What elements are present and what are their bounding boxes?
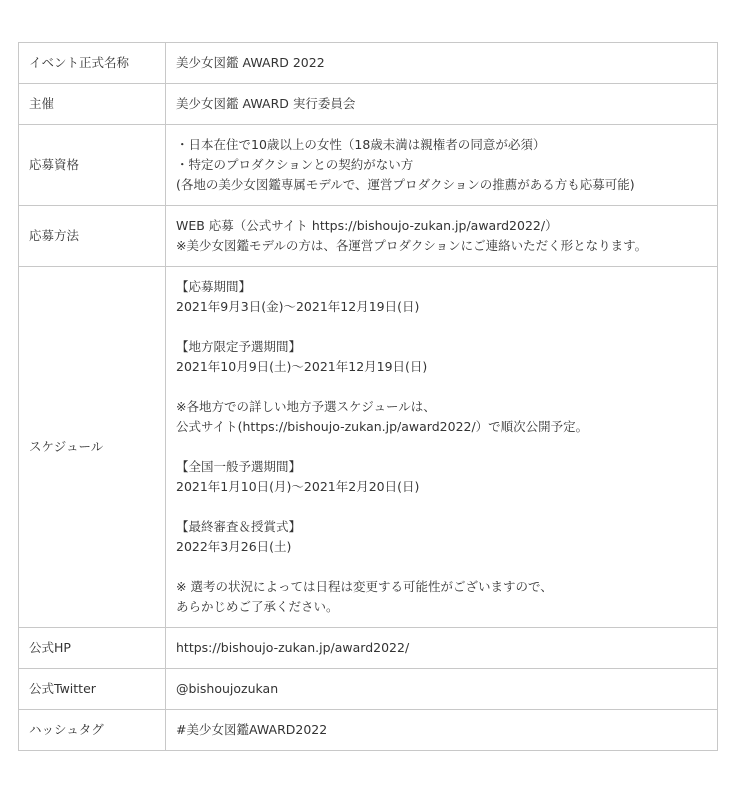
twitter-handle[interactable]: @bishoujozukan: [176, 681, 279, 696]
row-value: [166, 710, 718, 751]
blank-line: [176, 557, 709, 577]
row-label: 主催: [19, 84, 166, 125]
row-label: イベント正式名称: [19, 43, 166, 84]
value-line: 公式サイト(https://bishoujo-zukan.jp/award2022/）で順次公開予定。: [176, 419, 589, 434]
value-line: 【全国一般予選期間】: [176, 459, 302, 474]
row-value: [166, 628, 718, 669]
value-line: WEB 応募（公式サイト https://bishoujo-zukan.jp/award2022/）: [176, 218, 558, 233]
blank-line: [176, 317, 709, 337]
value-line: あらかじめご了承ください。: [176, 599, 339, 614]
row-value: [166, 84, 718, 125]
row-label: 公式Twitter: [19, 669, 166, 710]
value-line: 【応募期間】: [176, 279, 252, 294]
table-row-application-method: [19, 206, 718, 267]
blank-line: [176, 377, 709, 397]
row-value: [166, 125, 718, 206]
value-line: 2022年3月26日(土): [176, 539, 292, 554]
row-label: 応募方法: [19, 206, 166, 267]
row-value: [166, 43, 718, 84]
row-label: スケジュール: [19, 267, 166, 628]
value-line: 美少女図鑑 AWARD 実行委員会: [176, 96, 356, 111]
table-row-eligibility: [19, 125, 718, 206]
value-line: (各地の美少女図鑑専属モデルで、運営プロダクションの推薦がある方も応募可能): [176, 177, 635, 192]
table-row-official-hp: [19, 628, 718, 669]
value-line: ※美少女図鑑モデルの方は、各運営プロダクションにご連絡いただく形となります。: [176, 238, 648, 253]
value-line: 2021年1月10日(月)〜2021年2月20日(日): [176, 479, 420, 494]
value-line: ・日本在住で10歳以上の女性（18歳未満は親権者の同意が必須）: [176, 137, 546, 152]
row-label: 公式HP: [19, 628, 166, 669]
table-row-schedule: [19, 267, 718, 628]
value-line: ※ 選考の状況によっては日程は変更する可能性がございますので、: [176, 579, 553, 594]
value-line: 【最終審査＆授賞式】: [176, 519, 302, 534]
value-line: 美少女図鑑 AWARD 2022: [176, 55, 325, 70]
table-row-event-name: [19, 43, 718, 84]
value-line: ・特定のプロダクションとの契約がない方: [176, 157, 414, 172]
blank-line: [176, 437, 709, 457]
event-info-table: [18, 42, 718, 751]
value-line: 【地方限定予選期間】: [176, 339, 302, 354]
official-hp-link[interactable]: https://bishoujo-zukan.jp/award2022/: [176, 640, 410, 655]
row-value: [166, 206, 718, 267]
value-line: ※各地方での詳しい地方予選スケジュールは、: [176, 399, 436, 414]
table-row-hashtag: [19, 710, 718, 751]
value-line: 2021年9月3日(金)〜2021年12月19日(日): [176, 299, 420, 314]
row-label: ハッシュタグ: [19, 710, 166, 751]
row-value: [166, 669, 718, 710]
value-line: 2021年10月9日(土)〜2021年12月19日(日): [176, 359, 428, 374]
blank-line: [176, 497, 709, 517]
hashtag[interactable]: #美少女図鑑AWARD2022: [176, 722, 328, 737]
row-value: [166, 267, 718, 628]
row-label: 応募資格: [19, 125, 166, 206]
table-row-official-twitter: [19, 669, 718, 710]
table-row-organizer: [19, 84, 718, 125]
